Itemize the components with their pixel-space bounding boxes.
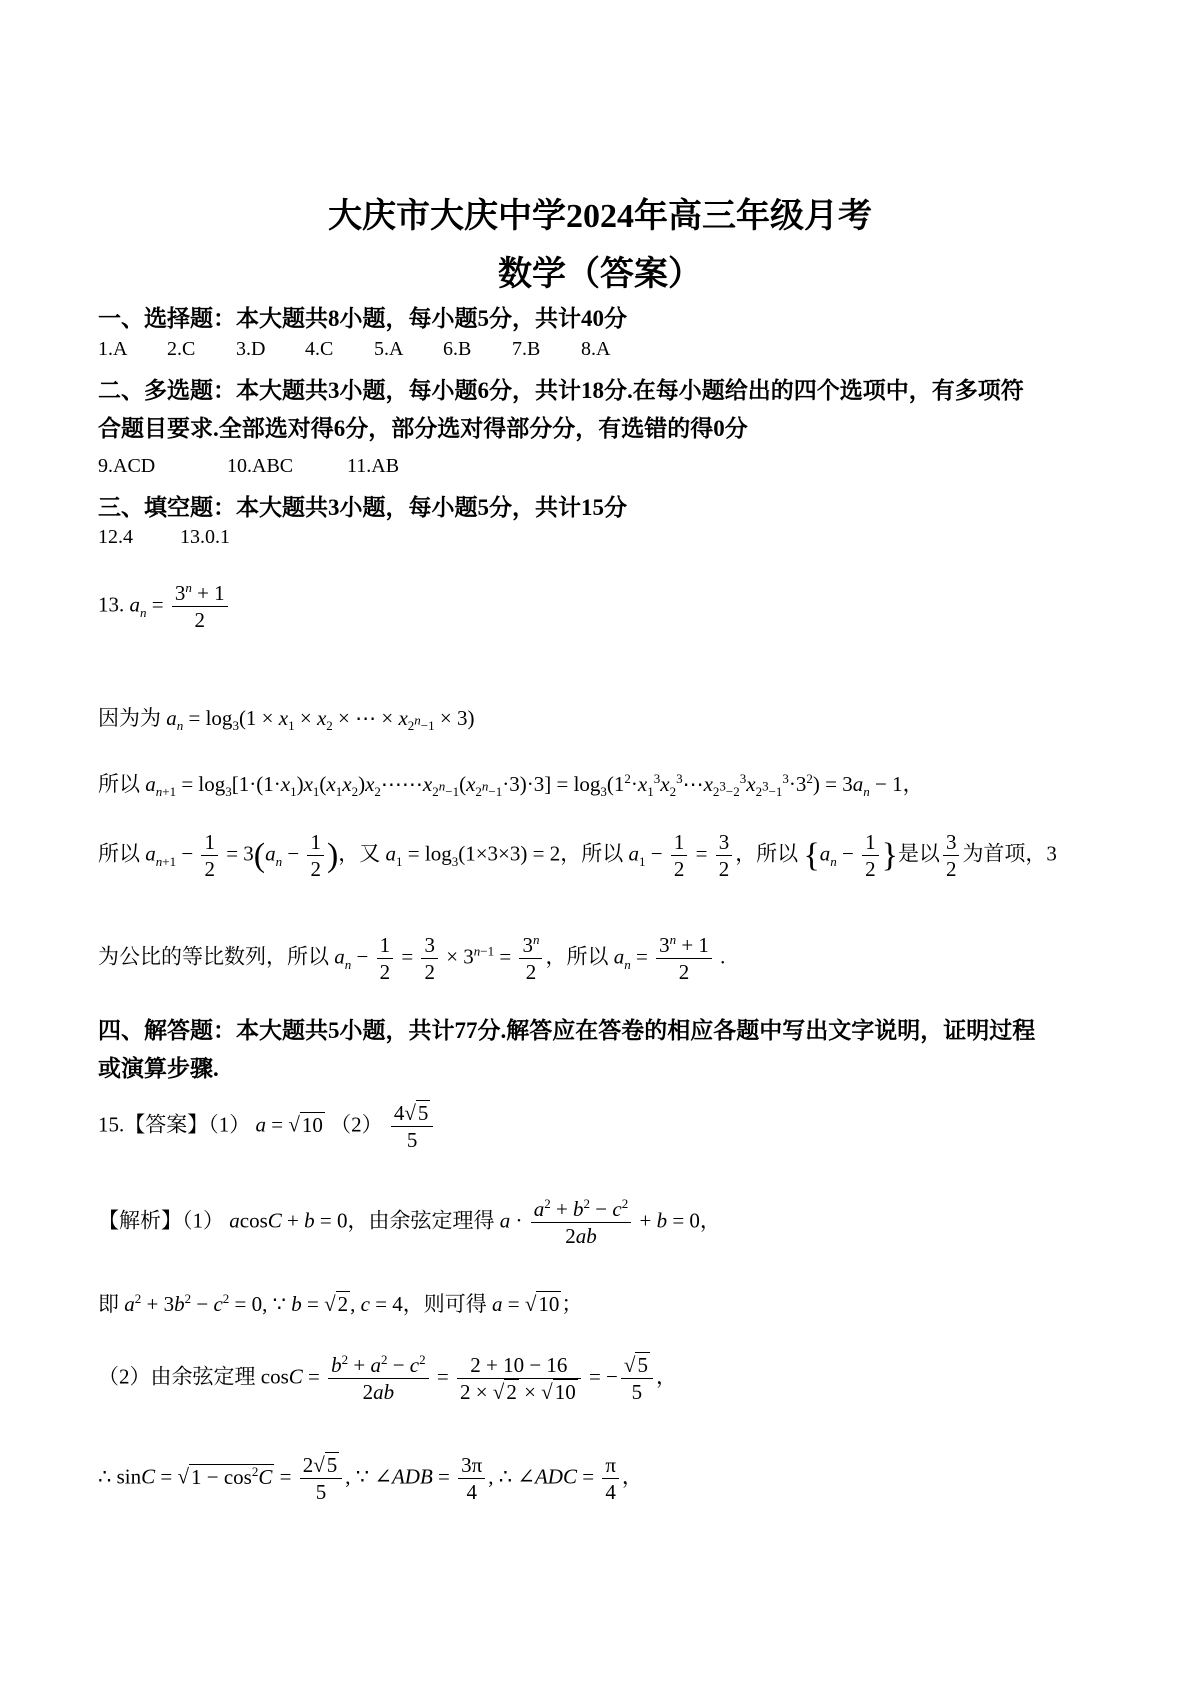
q14-intro-text: 因为为	[98, 706, 161, 730]
answer-9: 9.ACD	[98, 455, 156, 477]
q15-ie-text: 即	[98, 1292, 119, 1316]
answer-7: 7.B	[512, 338, 541, 360]
q15-answer: 15.【答案】（1） a = √10 （2） $\frac{4√5}{5}$	[98, 1100, 436, 1154]
q15-then-text: ，则可得	[402, 1292, 487, 1316]
page-subtitle: 数学（答案）	[498, 256, 702, 293]
section-4-heading-line2: 或演算步骤.	[98, 1056, 219, 1081]
answer-6: 6.B	[443, 338, 472, 360]
section-1-heading: 一、选择题：本大题共8小题，每小题5分，共计40分	[98, 306, 627, 331]
q14-answer-formula: 13. $a_n$ = $\frac{3^n + 1}{2}$	[98, 580, 231, 634]
answer-11: 11.AB	[347, 455, 400, 477]
answer-5: 5.A	[374, 338, 404, 360]
answer-2: 2.C	[167, 338, 196, 360]
answer-12: 12.4	[98, 526, 133, 548]
section-2-heading-line2: 合题目要求.全部选对得6分，部分选对得部分分，有选错的得0分	[98, 416, 748, 441]
answer-13: 13.0.1	[180, 526, 230, 548]
q14-so-text-3: ，所以	[560, 841, 624, 866]
answer-3: 3.D	[236, 338, 266, 360]
answer-4: 4.C	[305, 338, 334, 360]
q14-so-text-2: 所以	[98, 841, 140, 866]
q14-so-text-1: 所以	[98, 772, 140, 796]
q14-label: 13.	[98, 592, 125, 617]
q14-derivation-line1: 因为为 $a_n = \log_3(1 \times x_1 \times x_2$ × ⋯ × $x_{2^n-1} \times 3$)	[98, 706, 475, 734]
q15-analysis-line3: （2）由余弦定理 cosC = $\frac{b^2 + a^2 - c^2}{2ab}$ = $\frac{2 + 10 - 16}{2 \times √2 \times √10}$ = − $\frac{√5}{5}$ ，	[98, 1352, 677, 1405]
answer-10: 10.ABC	[227, 455, 294, 477]
section-4-heading-line1: 四、解答题：本大题共5小题，共计77分.解答应在答卷的相应各题中写出文字说明，证明过程	[98, 1018, 1036, 1043]
q14-derivation-line2: 所以 $a_{n+1}$ = $\log_3[1\cdot(1\cdot x_1)x_1(x_1x_2)x_2\cdots\cdots x_{2^n-1}(x_{2^n-1}\cdot 3)\cdot 3]$ = $\log_3(1^2\cdot x_1^3x_2^3\cdots x_{2^3-2}^3x_{2^3-1}^3\cdot 3^2) = 3a_n - 1$，	[98, 771, 924, 800]
q15-part2-text: （2）由余弦定理	[98, 1364, 256, 1389]
q14-is-first-text: 是以	[897, 841, 940, 866]
q15-cosine-law-text: ，由余弦定理得	[347, 1208, 495, 1233]
q15-label: 15.【答案】（1）	[98, 1112, 251, 1137]
q15-analysis-line1: 【解析】（1） acosC + b = 0，由余弦定理得 a · $\frac{a^2 + b^2 - c^2}{2ab}$ + b = 0，	[98, 1196, 721, 1249]
q14-so-text-4: ，所以	[735, 841, 799, 866]
q15-part2-label: （2）	[330, 1112, 383, 1137]
q14-derivation-line3: 所以 $a_{n+1}$ − $\frac{1}{2}$ = $3(a_n$ − $\frac{1}{2}$ )，又 $a_1 = \log_3(1\times 3\times 3) = 2$，所以 $a_1$ − $\frac{1}{2}$ = $\frac{3}{2}$ ，所以 {$a_n$ − $\frac{1}{2}$ }是以 $\frac{3}{2}$ 为首项，3	[98, 830, 1057, 882]
section-2-heading-line1: 二、多选题：本大题共3小题，每小题6分，共计18分.在每小题给出的四个选项中，有多项符	[98, 378, 1024, 403]
q15-analysis-line4: ∴ $\sin C = √1 - \cos^2C$ = $\frac{2√5}{5}$ , ∵ ∠ADB = $\frac{3\pi}{4}$ , ∴ ∠ADC = $\frac{\pi}{4}$ ，	[98, 1453, 643, 1505]
q14-also-text: ，又	[338, 841, 381, 866]
section-1-answers	[98, 338, 610, 361]
q14-ratio-text: 为公比的等比数列，所以	[98, 944, 329, 969]
section-2-answers	[98, 455, 399, 478]
section-3-heading: 三、填空题：本大题共3小题，每小题5分，共计15分	[98, 495, 627, 520]
q14-so-text-5: ，所以	[545, 944, 609, 969]
answer-8: 8.A	[581, 338, 611, 360]
q15-analysis-label: 【解析】（1）	[98, 1208, 224, 1233]
section-3-answers	[98, 526, 230, 549]
q14-derivation-line4: 为公比的等比数列，所以 $a_n$ − $\frac{1}{2}$ = $\frac{3}{2}$ × $3^{n-1}$ = $\frac{3^n}{2}$ ，所以 $a_n$ = $\frac{3^n + 1}{2}$ .	[98, 932, 726, 985]
q15-analysis-line2: 即 $a^2 + 3b^2 - c^2 = 0$, ∵ b = √2, c = 4，则可得 a = √10；	[98, 1291, 583, 1316]
answer-1: 1.A	[98, 338, 128, 360]
q14-first-term-text: 为首项，3	[962, 841, 1057, 866]
page-title: 大庆市大庆中学2024年高三年级月考	[328, 198, 872, 235]
